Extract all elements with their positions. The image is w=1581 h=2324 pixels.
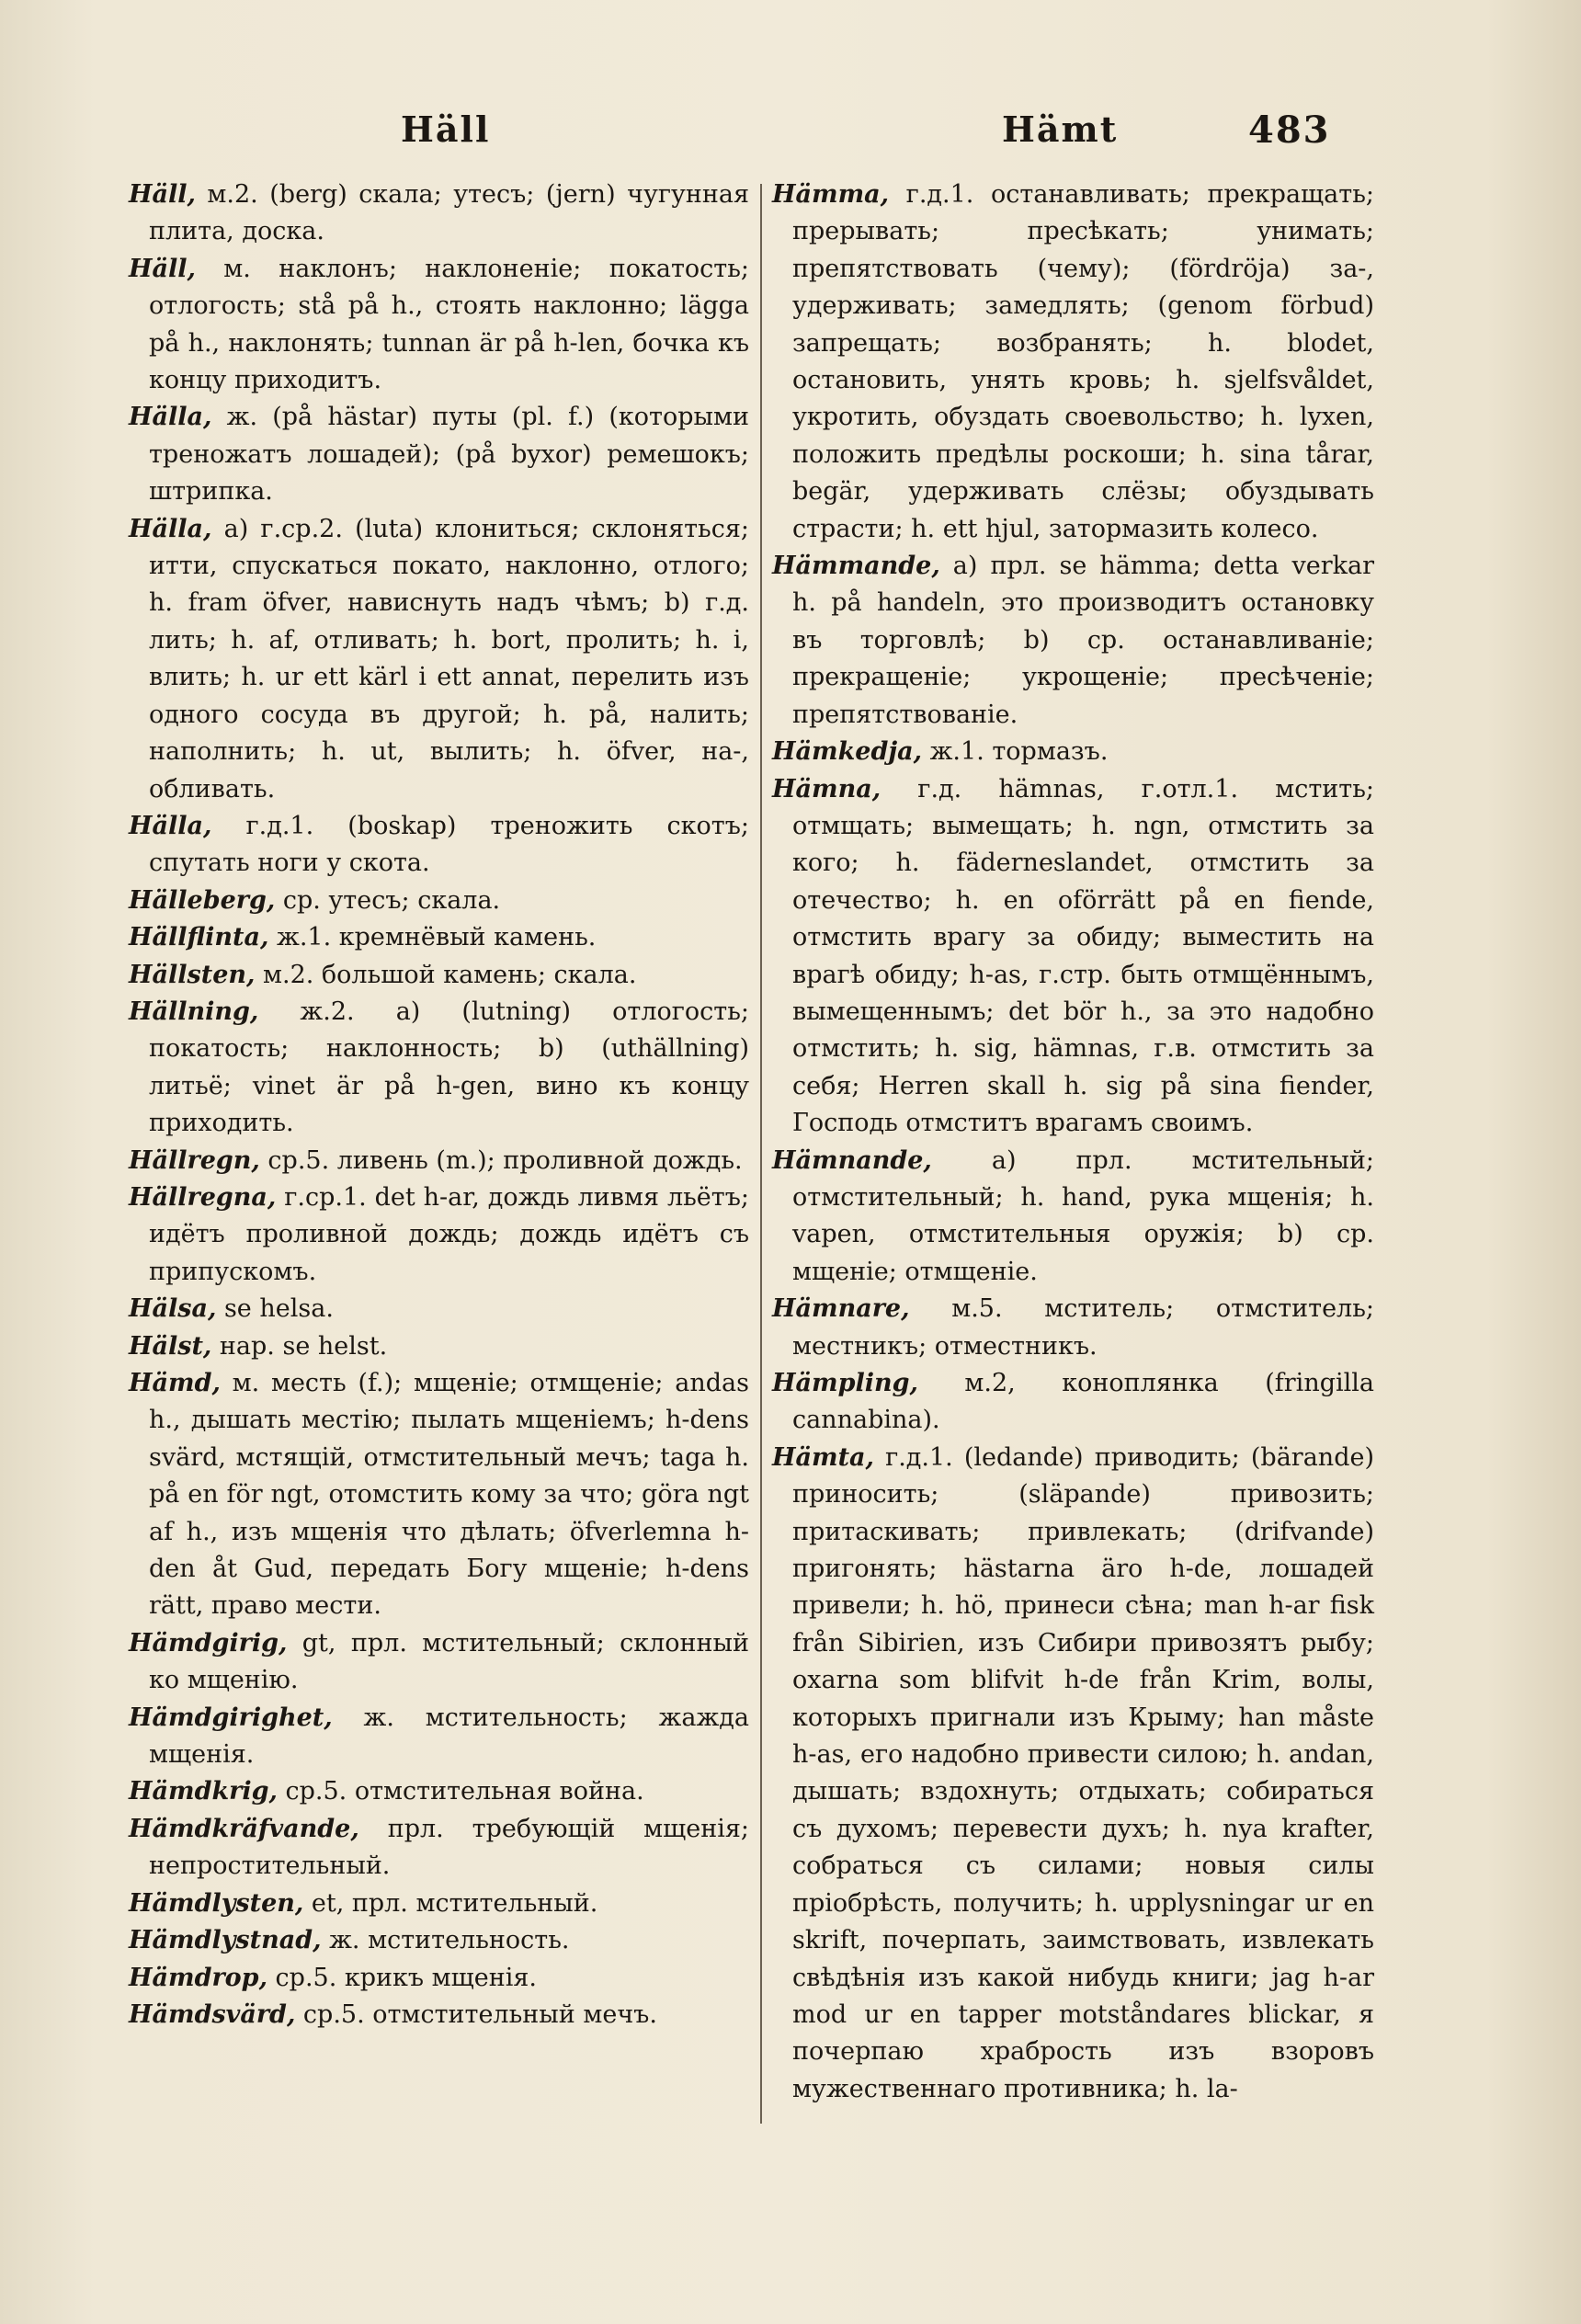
dictionary-entry (129, 1960, 749, 1997)
entry-headword: Hälla, (129, 811, 212, 840)
entry-headword: Hällflinta, (129, 923, 269, 952)
entry-definition: г.д. hämnas, г.отл.1. мстить; отмщать; вымещать; h. ngn, отмстить за кого; h. fäderneslandet, отмстить за отечество; h. en oförrätt på en fiende, отмстить врагу за обиду; выместить на врагѣ обиду; h-as, г.стр. быть отмщённымъ, вымещеннымъ; det bör h., за это надобно отмстить; h. sig, hämnas, г.в. отмстить за себя; Herren skall h. sig på sina fiender, Господь отмститъ врагамъ своимъ. (792, 774, 1374, 1138)
entry-headword: Hämkedja, (772, 737, 923, 767)
dictionary-entry (129, 1365, 749, 1625)
entry-definition: ж. (på hästar) путы (pl. f.) (которыми треножатъ лошадей); (på byxor) ремешокъ; штрипка. (149, 403, 749, 507)
dictionary-entry (772, 1143, 1374, 1292)
entry-definition: м. наклонъ; наклоненіе; покатость; отлогость; stå på h., стоять наклонно; lägga på h., наклонять; tunnan är på h-len, бочка къ концу приходитъ. (149, 254, 749, 395)
left-column (129, 177, 749, 2034)
entry-definition: нар. se helst. (211, 1331, 388, 1361)
entry-headword: Hämd, (129, 1369, 221, 1397)
entry-definition: a) прл. se hämma; detta verkar h. på handeln, это производитъ остановку въ торговлѣ; b) ср. останавливаніе; прекращеніе; укрощеніе; пресѣченіе; препятствованіе. (792, 552, 1374, 729)
entry-headword: Hämnande, (772, 1145, 932, 1175)
entry-headword: Hämdkrig, (129, 1777, 278, 1806)
dictionary-entry (129, 1885, 749, 1922)
entry-definition: м.2, коноплянка (fringilla cannabina). (792, 1369, 1374, 1435)
entry-headword: Häll, (129, 254, 196, 283)
entry-definition: et, прл. мстительный. (303, 1888, 598, 1918)
dictionary-entry (129, 1700, 749, 1774)
entry-definition: ж. мстительность; жажда мщенія. (149, 1703, 749, 1770)
entry-headword: Hällsten, (129, 960, 256, 989)
dictionary-entry (129, 994, 749, 1143)
entry-definition: ср.5. отмстительный мечъ. (295, 1999, 657, 2029)
entry-headword: Hämdgirig, (129, 1628, 288, 1658)
entry-headword: Hälst, (129, 1331, 212, 1361)
entry-headword: Hämta, (772, 1442, 874, 1472)
dictionary-entry (129, 1625, 749, 1700)
dictionary-entry (129, 1773, 749, 1810)
entry-headword: Hällregna, (129, 1182, 277, 1212)
entry-headword: Hämdlystnad, (129, 1926, 322, 1955)
page-number: 483 (1248, 108, 1331, 152)
dictionary-entry (772, 1291, 1374, 1365)
entry-definition: г.д.1. (boskap) треножить скотъ; спутать ноги у скота. (149, 811, 749, 878)
entry-headword: Hämna, (772, 774, 881, 803)
right-column (772, 177, 1374, 2108)
entry-headword: Hämdkräfvande, (129, 1814, 359, 1843)
dictionary-entry (129, 1997, 749, 2034)
dictionary-entry (129, 1328, 749, 1365)
entry-headword: Hämdgirighet, (129, 1703, 333, 1732)
entry-headword: Hälleberg, (129, 885, 276, 915)
entry-headword: Hämmande, (772, 552, 940, 581)
dictionary-entry (129, 808, 749, 883)
entry-definition: г.д.1. (ledande) приводить; (bärande) приносить; (släpande) привозить; притаскивать; привлекать; (drifvande) пригонять; hästarna äro h-de, лошадей привели; h. hö, принеси сѣна; man h-ar fisk från Sibirien, изъ Сибири привозятъ рыбу; oxarna som blifvit h-de från Krim, волы, которыхъ пригнали изъ Крыму; han måste h-as, его надобно привести силою; h. andan, дышать; вздохнуть; отдыхать; собираться съ духомъ; перевести духъ; h. nya krafter, собраться съ силами; новыя силы пріобрѣсть, получить; h. upplysningar ur en skrift, почерпать, заимствовать, извлекать свѣдѣнія изъ какой нибудь книги; jag h-ar mod ur en tapper motståndares blickar, я почерпаю храбрость изъ взоровъ мужественнаго противника; h. la- (792, 1442, 1374, 2103)
entry-headword: Hällning, (129, 997, 259, 1026)
entry-headword: Hälla, (129, 403, 212, 432)
entry-headword: Hämpling, (772, 1369, 918, 1397)
entry-headword: Hälla, (129, 514, 212, 543)
entry-definition: м. месть (f.); мщеніе; отмщеніе; andas h., дышать местію; пылать мщеніемъ; h-dens svärd, мстящій, отмстительный мечъ; taga h. på en för ngt, отомстить кому за что; göra ngt af h., изъ мщенія что дѣлать; öfverlemna h-den åt Gud, передать Богу мщеніе; h-dens rätt, право мести. (149, 1369, 749, 1621)
entry-definition: г.д.1. останавливать; прекращать; прерывать; пресѣкать; унимать; препятствовать (чему); (fördröja) за-, удерживать; замедлять; (genom förbud) запрещать; возбранять; h. blodet, остановить, унять кровь; h. sjelfsvåldet, укротить, обуздать своевольство; h. lyxen, положить предѣлы роскоши; h. sina tårar, begär, удерживать слёзы; обуздывать страсти; h. ett hjul, затормазить колесо. (792, 180, 1374, 543)
dictionary-entry (129, 1291, 749, 1327)
dictionary-entry (129, 1179, 749, 1291)
dictionary-entry (129, 1143, 749, 1179)
dictionary-entry (129, 919, 749, 956)
entry-definition: ср. утесъ; скала. (275, 885, 501, 915)
entry-definition: se helsa. (216, 1294, 334, 1324)
dictionary-entry (129, 399, 749, 510)
entry-definition: a) г.ср.2. (luta) клониться; склоняться; итти, спускаться покато, наклонно, отлого; h. fram öfver, нависнуть надъ чѣмъ; b) г.д. лить; h. af, отливать; h. bort, пролить; h. i, влить; h. ur ett kärl i ett annat, перелить изъ одного сосуда въ другой; h. på, налить; наполнить; h. ut, вылить; h. öfver, на-, обливать. (149, 514, 749, 803)
dictionary-entry (129, 251, 749, 400)
entry-definition: ср.5. отмстительная война. (277, 1777, 644, 1806)
entry-definition: м.5. мститель; отмститель; местникъ; отместникъ. (792, 1294, 1374, 1361)
page-header (0, 108, 1581, 164)
entry-headword: Hämdrop, (129, 1963, 267, 1992)
dictionary-entry (129, 883, 749, 919)
dictionary-entry (772, 734, 1374, 770)
entry-headword: Hämnare, (772, 1294, 910, 1324)
dictionary-entry (772, 548, 1374, 734)
running-head-left: Häll (401, 108, 491, 150)
running-head-right: Hämt (1002, 108, 1119, 150)
entry-definition: a) прл. мстительный; отмстительный; h. hand, рука мщенія; h. vapen, отмстительныя оружія; b) ср. мщеніе; отмщеніе. (792, 1145, 1374, 1286)
entry-definition: ж.1. кремнёвый камень. (268, 923, 597, 952)
dictionary-entry (129, 1811, 749, 1885)
entry-definition: м.2. (berg) скала; утесъ; (jern) чугунная плита, доска. (149, 180, 749, 246)
entry-definition: ж.1. тормазъ. (922, 737, 1109, 767)
entry-definition: ж.2. a) (lutning) отлогость; покатость; наклонность; b) (uthällning) литьё; vinet är på h-gen, вино къ концу приходить. (149, 997, 749, 1138)
entry-headword: Hällregn, (129, 1145, 260, 1175)
entry-headword: Hämdsvärd, (129, 1999, 296, 2029)
entry-definition: ж. мстительность. (321, 1926, 570, 1955)
entry-definition: ср.5. ливень (m.); проливной дождь. (259, 1145, 743, 1175)
entry-headword: Hämma, (772, 180, 890, 209)
entry-headword: Hälsa, (129, 1294, 217, 1324)
dictionary-entry (772, 1440, 1374, 2108)
entry-definition: м.2. большой камень; скала. (255, 960, 637, 989)
dictionary-entry (129, 957, 749, 994)
column-divider (760, 184, 762, 2124)
entry-definition: gt, прл. мстительный; склонный ко мщенію. (149, 1628, 749, 1695)
dictionary-entry (772, 1365, 1374, 1440)
dictionary-entry (129, 1922, 749, 1959)
entry-definition: ср.5. крикъ мщенія. (267, 1963, 538, 1992)
dictionary-entry (772, 771, 1374, 1143)
entry-headword: Hämdlysten, (129, 1888, 304, 1918)
dictionary-entry (129, 511, 749, 808)
entry-definition: г.ср.1. det h-ar, дождь ливмя льётъ; идётъ проливной дождь; дождь идётъ съ припускомъ. (149, 1182, 749, 1286)
entry-headword: Häll, (129, 180, 196, 209)
dictionary-entry (772, 177, 1374, 548)
dictionary-entry (129, 177, 749, 251)
entry-definition: прл. требующій мщенія; непростительный. (149, 1814, 749, 1881)
